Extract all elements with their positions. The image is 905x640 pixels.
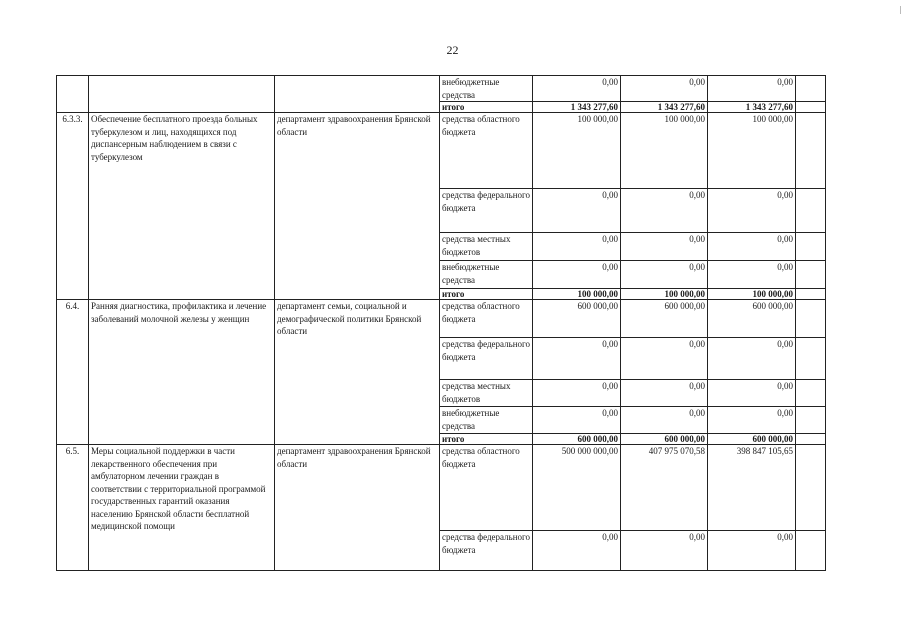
value-year-3: 0,00 (708, 189, 796, 233)
measure-cell: Меры социальной поддержки в части лекарственного обеспечения при амбулаторном лечении граждан в соответствии с территориальной программой государственных гарантий оказания населению Брянской области бесплатной медицинской помощи (89, 445, 275, 571)
extra-cell (796, 407, 826, 434)
value-year-1: 0,00 (533, 407, 621, 434)
value-year-1: 1 343 277,60 (533, 102, 621, 113)
value-year-1: 600 000,00 (533, 434, 621, 445)
extra-cell (796, 380, 826, 407)
value-year-2: 600 000,00 (621, 300, 708, 338)
measure-cell: Ранняя диагностика, профилактика и лечение заболеваний молочной железы у женщин (89, 300, 275, 445)
value-year-1: 100 000,00 (533, 289, 621, 300)
executor-cell: департамент семьи, социальной и демографической политики Брянской области (275, 300, 440, 445)
measure-cell: Обеспечение бесплатного проезда больных туберкулезом и лиц, находящихся под диспансерным наблюдением в связи с туберкулезом (89, 113, 275, 300)
value-year-1: 0,00 (533, 233, 621, 261)
extra-cell (796, 531, 826, 571)
funding-source: средства местных бюджетов (440, 380, 533, 407)
funding-source: средства федерального бюджета (440, 338, 533, 380)
funding-source: внебюджетные средства (440, 261, 533, 289)
value-year-1: 100 000,00 (533, 113, 621, 189)
extra-cell (796, 261, 826, 289)
extra-cell (796, 189, 826, 233)
value-year-3: 0,00 (708, 261, 796, 289)
funding-source: средства местных бюджетов (440, 233, 533, 261)
row-number: 6.3.3. (57, 113, 89, 300)
value-year-3: 0,00 (708, 338, 796, 380)
extra-cell (796, 338, 826, 380)
funding-source: итого (440, 102, 533, 113)
value-year-2: 407 975 070,58 (621, 445, 708, 531)
value-year-3: 0,00 (708, 76, 796, 102)
value-year-2: 1 343 277,60 (621, 102, 708, 113)
funding-source: итого (440, 289, 533, 300)
funding-source: средства федерального бюджета (440, 531, 533, 571)
value-year-1: 0,00 (533, 380, 621, 407)
row-number: 6.4. (57, 300, 89, 445)
value-year-2: 100 000,00 (621, 113, 708, 189)
executor-cell (275, 76, 440, 113)
value-year-1: 0,00 (533, 261, 621, 289)
value-year-1: 0,00 (533, 76, 621, 102)
table-row (57, 445, 826, 531)
value-year-3: 600 000,00 (708, 300, 796, 338)
extra-cell (796, 76, 826, 102)
page-number: 22 (446, 43, 459, 57)
table-row (57, 300, 826, 338)
value-year-1: 0,00 (533, 531, 621, 571)
funding-source: средства областного бюджета (440, 300, 533, 338)
extra-cell (796, 434, 826, 445)
row-number: 6.5. (57, 445, 89, 571)
value-year-1: 0,00 (533, 338, 621, 380)
funding-source: средства областного бюджета (440, 445, 533, 531)
row-number (57, 76, 89, 113)
value-year-3: 398 847 105,65 (708, 445, 796, 531)
value-year-2: 0,00 (621, 380, 708, 407)
value-year-3: 100 000,00 (708, 289, 796, 300)
value-year-2: 600 000,00 (621, 434, 708, 445)
table-row (57, 76, 826, 102)
value-year-1: 600 000,00 (533, 300, 621, 338)
funding-source: внебюджетные средства (440, 407, 533, 434)
funding-source: итого (440, 434, 533, 445)
value-year-1: 0,00 (533, 189, 621, 233)
value-year-2: 0,00 (621, 76, 708, 102)
value-year-3: 0,00 (708, 380, 796, 407)
executor-cell: департамент здравоохранения Брянской области (275, 113, 440, 300)
extra-cell (796, 300, 826, 338)
value-year-2: 0,00 (621, 189, 708, 233)
value-year-3: 0,00 (708, 233, 796, 261)
funding-source: внебюджетные средства (440, 76, 533, 102)
value-year-1: 500 000 000,00 (533, 445, 621, 531)
value-year-2: 0,00 (621, 233, 708, 261)
value-year-2: 0,00 (621, 338, 708, 380)
value-year-2: 0,00 (621, 531, 708, 571)
extra-cell (796, 102, 826, 113)
measure-cell (89, 76, 275, 113)
value-year-3: 600 000,00 (708, 434, 796, 445)
value-year-3: 1 343 277,60 (708, 102, 796, 113)
value-year-3: 0,00 (708, 407, 796, 434)
extra-cell (796, 445, 826, 531)
table-row (57, 113, 826, 189)
value-year-2: 100 000,00 (621, 289, 708, 300)
funding-source: средства областного бюджета (440, 113, 533, 189)
edge-mark (900, 6, 901, 14)
extra-cell (796, 289, 826, 300)
value-year-2: 0,00 (621, 261, 708, 289)
executor-cell: департамент здравоохранения Брянской области (275, 445, 440, 571)
funding-source: средства федерального бюджета (440, 189, 533, 233)
value-year-3: 0,00 (708, 531, 796, 571)
value-year-3: 100 000,00 (708, 113, 796, 189)
extra-cell (796, 113, 826, 189)
value-year-2: 0,00 (621, 407, 708, 434)
extra-cell (796, 233, 826, 261)
budget-table (56, 75, 826, 571)
